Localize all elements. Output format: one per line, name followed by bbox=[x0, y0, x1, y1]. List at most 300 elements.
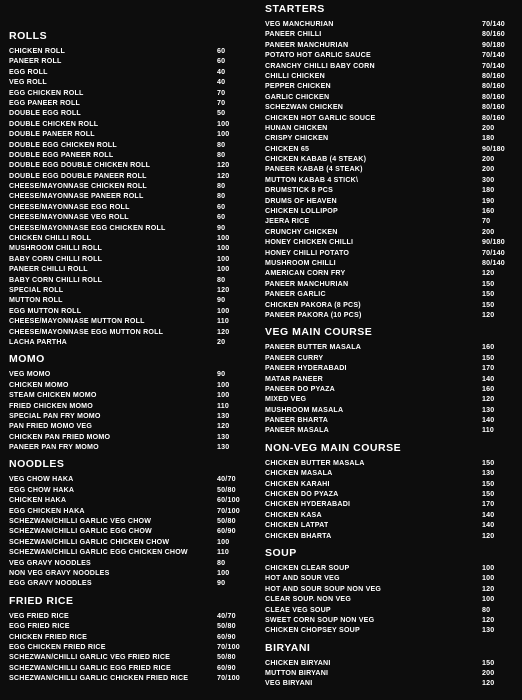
item-name: MUSHROOM CHILLI ROLL bbox=[9, 244, 103, 253]
item-name: PANEER GARLIC bbox=[265, 290, 326, 299]
item-name: PANEER BHARTA bbox=[265, 416, 329, 425]
item-price: 50/80 bbox=[217, 622, 236, 631]
item-name: CHICKEN HOT GARLIC SOUCE bbox=[265, 113, 376, 122]
menu-item bbox=[265, 81, 515, 91]
menu-item bbox=[265, 50, 515, 60]
item-price: 160 bbox=[482, 207, 495, 216]
menu-item bbox=[9, 485, 249, 495]
item-price: 90/180 bbox=[482, 144, 505, 153]
item-price: 80 bbox=[217, 275, 226, 284]
item-price: 200 bbox=[482, 669, 495, 678]
item-price: 80/160 bbox=[482, 71, 505, 80]
item-price: 130 bbox=[217, 411, 230, 420]
item-name: CHICKEN 65 bbox=[265, 144, 310, 153]
item-price: 80 bbox=[217, 182, 226, 191]
section-heading: FRIED RICE bbox=[9, 594, 74, 607]
item-name: CHEESE/MAYONNASE EGG CHICKEN ROLL bbox=[9, 223, 166, 232]
menu-item bbox=[9, 140, 249, 150]
item-price: 80/160 bbox=[482, 113, 505, 122]
menu-item bbox=[9, 526, 249, 536]
item-price: 100 bbox=[482, 563, 495, 572]
item-name: CHICKEN HAKA bbox=[9, 496, 67, 505]
item-name: DOUBLE PANEER ROLL bbox=[9, 130, 95, 139]
item-name: HOT AND SOUR SOUP NON VEG bbox=[265, 584, 382, 593]
menu-item bbox=[265, 123, 515, 133]
menu-item bbox=[265, 489, 515, 499]
menu-section-rolls bbox=[9, 29, 249, 347]
menu-item bbox=[9, 442, 249, 452]
item-name: VEG CHOW HAKA bbox=[9, 475, 74, 484]
item-name: CHICKEN BHARTA bbox=[265, 531, 332, 540]
menu-item bbox=[265, 133, 515, 143]
menu-item bbox=[9, 337, 249, 347]
item-price: 150 bbox=[482, 479, 495, 488]
item-price: 70 bbox=[482, 217, 491, 226]
menu-item bbox=[9, 223, 249, 233]
menu-item bbox=[265, 531, 515, 541]
item-name: SCHEZWAN/CHILLI GARLIC EGG CHOW bbox=[9, 527, 152, 536]
item-name: BABY CORN CHILLI ROLL bbox=[9, 275, 103, 284]
item-name: HOT AND SOUR VEG bbox=[265, 574, 340, 583]
item-name: PANEER MANCHURIAN bbox=[265, 279, 349, 288]
menu-item bbox=[265, 227, 515, 237]
item-price: 150 bbox=[482, 279, 495, 288]
item-name: PANEER HYDERABADI bbox=[265, 364, 347, 373]
menu-column-left bbox=[9, 29, 249, 683]
menu-item bbox=[9, 88, 249, 98]
item-name: SPECIAL PAN FRY MOMO bbox=[9, 411, 101, 420]
menu-item bbox=[9, 306, 249, 316]
menu-item bbox=[9, 160, 249, 170]
item-price: 50/80 bbox=[217, 653, 236, 662]
menu-section-noodles bbox=[9, 457, 249, 588]
item-name: SCHEZWAN CHICKEN bbox=[265, 103, 344, 112]
item-name: SPECIAL ROLL bbox=[9, 285, 64, 294]
menu-item bbox=[265, 144, 515, 154]
item-price: 120 bbox=[217, 161, 230, 170]
item-name: CHICKEN HYDERABADI bbox=[265, 500, 351, 509]
item-price: 200 bbox=[482, 165, 495, 174]
item-name: DOUBLE EGG DOUBLE CHICKEN ROLL bbox=[9, 161, 151, 170]
menu-item bbox=[9, 537, 249, 547]
item-price: 70/100 bbox=[217, 642, 240, 651]
menu-item bbox=[9, 233, 249, 243]
item-price: 100 bbox=[217, 306, 230, 315]
menu-item bbox=[9, 119, 249, 129]
item-name: EGG GRAVY NOODLES bbox=[9, 579, 92, 588]
item-name: PANEER MANCHURIAN bbox=[265, 40, 349, 49]
item-name: DOUBLE EGG ROLL bbox=[9, 109, 81, 118]
item-price: 160 bbox=[482, 343, 495, 352]
menu-item bbox=[9, 632, 249, 642]
item-name: DOUBLE EGG DOUBLE PANEER ROLL bbox=[9, 171, 147, 180]
item-price: 100 bbox=[482, 574, 495, 583]
item-name: PANEER MASALA bbox=[265, 426, 329, 435]
item-price: 100 bbox=[217, 244, 230, 253]
item-price: 40/70 bbox=[217, 475, 236, 484]
item-price: 110 bbox=[482, 426, 495, 435]
section-heading: NOODLES bbox=[9, 458, 65, 471]
item-name: CHICKEN PAKORA (8 PCS) bbox=[265, 300, 361, 309]
menu-item bbox=[9, 171, 249, 181]
item-name: EGG CHOW HAKA bbox=[9, 485, 75, 494]
item-name: JEERA RICE bbox=[265, 217, 310, 226]
item-price: 130 bbox=[482, 469, 495, 478]
item-price: 120 bbox=[482, 531, 495, 540]
section-heading: ROLLS bbox=[9, 30, 48, 42]
item-name: CHICKEN DO PYAZA bbox=[265, 490, 339, 499]
item-name: CHICKEN KARAHI bbox=[265, 479, 330, 488]
item-price: 110 bbox=[217, 548, 230, 557]
section-heading: VEG MAIN COURSE bbox=[265, 326, 373, 339]
menu-section-fried-rice bbox=[9, 594, 249, 684]
item-price: 130 bbox=[482, 405, 495, 414]
menu-item bbox=[9, 369, 249, 379]
item-price: 60/90 bbox=[217, 527, 236, 536]
menu-item bbox=[265, 625, 515, 635]
item-price: 120 bbox=[482, 615, 495, 624]
item-price: 20 bbox=[217, 337, 226, 346]
item-name: HONEY CHICKEN CHILLI bbox=[265, 238, 354, 247]
item-price: 70/140 bbox=[482, 51, 505, 60]
item-name: SCHEZWAN/CHILLI GARLIC VEG FRIED RICE bbox=[9, 653, 171, 662]
menu-item bbox=[265, 102, 515, 112]
menu-item bbox=[9, 411, 249, 421]
item-price: 130 bbox=[482, 626, 495, 635]
section-heading: MOMO bbox=[9, 353, 45, 366]
item-price: 60/90 bbox=[217, 632, 236, 641]
item-name: PANEER CURRY bbox=[265, 353, 324, 362]
item-price: 90 bbox=[217, 370, 226, 379]
menu-item bbox=[9, 558, 249, 568]
menu-item bbox=[265, 374, 515, 384]
item-price: 90/180 bbox=[482, 238, 505, 247]
menu-item bbox=[265, 468, 515, 478]
menu-item bbox=[9, 611, 249, 621]
item-price: 70/100 bbox=[217, 674, 240, 683]
item-name: AMERICAN CORN FRY bbox=[265, 269, 346, 278]
menu-item bbox=[265, 258, 515, 268]
item-price: 120 bbox=[217, 285, 230, 294]
item-name: DRUMSTICK 8 PCS bbox=[265, 186, 334, 195]
item-price: 300 bbox=[482, 175, 495, 184]
menu-item bbox=[9, 98, 249, 108]
item-price: 100 bbox=[482, 595, 495, 604]
item-price: 200 bbox=[482, 123, 495, 132]
item-price: 120 bbox=[482, 310, 495, 319]
item-name: CHICKEN BUTTER MASALA bbox=[265, 458, 365, 467]
item-name: VEG ROLL bbox=[9, 78, 47, 87]
item-price: 70/140 bbox=[482, 61, 505, 70]
item-name: CHICKEN LOLLIPOP bbox=[265, 207, 338, 216]
menu-item bbox=[265, 61, 515, 71]
item-name: EGG CHICKEN ROLL bbox=[9, 88, 84, 97]
item-name: CHEESE/MAYONNASE EGG MUTTON ROLL bbox=[9, 327, 164, 336]
menu-item bbox=[9, 568, 249, 578]
menu-item bbox=[265, 216, 515, 226]
menu-item bbox=[9, 191, 249, 201]
item-price: 100 bbox=[217, 391, 230, 400]
item-price: 80/160 bbox=[482, 30, 505, 39]
item-name: PANEER BUTTER MASALA bbox=[265, 343, 362, 352]
item-name: PANEER CHILLI ROLL bbox=[9, 265, 88, 274]
item-name: CLEAE VEG SOUP bbox=[265, 605, 331, 614]
item-name: SCHEZWAN/CHILLI GARLIC EGG CHICKEN CHOW bbox=[9, 548, 188, 557]
item-name: CHEESE/MAYONNASE VEG ROLL bbox=[9, 213, 129, 222]
item-price: 100 bbox=[217, 130, 230, 139]
item-price: 40 bbox=[217, 67, 226, 76]
menu-item bbox=[9, 474, 249, 484]
item-name: CHICKEN MASALA bbox=[265, 469, 333, 478]
item-price: 100 bbox=[217, 568, 230, 577]
item-price: 120 bbox=[217, 422, 230, 431]
item-price: 180 bbox=[482, 186, 495, 195]
menu-item bbox=[265, 248, 515, 258]
item-price: 120 bbox=[482, 395, 495, 404]
item-price: 200 bbox=[482, 227, 495, 236]
menu-item bbox=[9, 495, 249, 505]
item-name: CHICKEN LATPAT bbox=[265, 521, 329, 530]
menu-item bbox=[9, 212, 249, 222]
item-name: MATAR PANEER bbox=[265, 374, 323, 383]
menu-item bbox=[265, 92, 515, 102]
item-name: MUSHROOM MASALA bbox=[265, 405, 344, 414]
item-name: MUTTON ROLL bbox=[9, 296, 63, 305]
item-price: 180 bbox=[482, 134, 495, 143]
menu-item bbox=[265, 268, 515, 278]
menu-item bbox=[9, 578, 249, 588]
item-price: 50 bbox=[217, 109, 226, 118]
item-name: CHEESE/MAYONNASE MUTTON ROLL bbox=[9, 317, 145, 326]
menu-item bbox=[265, 113, 515, 123]
menu-item bbox=[265, 342, 515, 352]
item-price: 40/70 bbox=[217, 611, 236, 620]
item-name: SCHEZWAN/CHILLI GARLIC EGG FRIED RICE bbox=[9, 663, 171, 672]
item-price: 120 bbox=[482, 584, 495, 593]
item-name: STEAM CHICKEN MOMO bbox=[9, 391, 97, 400]
item-name: DOUBLE EGG PANEER ROLL bbox=[9, 150, 114, 159]
item-name: BABY CORN CHILLI ROLL bbox=[9, 254, 103, 263]
item-name: VEG GRAVY NOODLES bbox=[9, 558, 91, 567]
item-name: POTATO HOT GARLIC SAUCE bbox=[265, 51, 371, 60]
item-price: 150 bbox=[482, 458, 495, 467]
item-name: MUSHROOM CHILLI bbox=[265, 258, 336, 267]
menu-item bbox=[265, 175, 515, 185]
menu-section-soup bbox=[265, 546, 515, 636]
item-name: SWEET CORN SOUP NON VEG bbox=[265, 615, 375, 624]
menu-item bbox=[265, 499, 515, 509]
item-name: CHICKEN FRIED RICE bbox=[9, 632, 88, 641]
menu-item bbox=[265, 310, 515, 320]
item-name: MUTTON KABAB 4 STICK\ bbox=[265, 175, 359, 184]
menu-item bbox=[9, 202, 249, 212]
menu-item bbox=[9, 108, 249, 118]
item-name: CHICKEN KABAB (4 STEAK) bbox=[265, 155, 367, 164]
menu-item bbox=[265, 29, 515, 39]
menu-item bbox=[265, 164, 515, 174]
item-price: 110 bbox=[217, 401, 230, 410]
menu-section-non-veg-main-course bbox=[265, 441, 515, 541]
item-price: 130 bbox=[217, 432, 230, 441]
menu-item bbox=[265, 615, 515, 625]
item-name: PANEER ROLL bbox=[9, 57, 62, 66]
item-price: 150 bbox=[482, 290, 495, 299]
item-price: 150 bbox=[482, 353, 495, 362]
menu-item bbox=[9, 46, 249, 56]
menu-item bbox=[265, 19, 515, 29]
item-price: 120 bbox=[217, 171, 230, 180]
menu-item bbox=[9, 56, 249, 66]
item-name: CRUNCHY CHICKEN bbox=[265, 227, 338, 236]
item-price: 60/100 bbox=[217, 496, 240, 505]
item-price: 40 bbox=[217, 78, 226, 87]
menu-item bbox=[265, 154, 515, 164]
menu-item bbox=[9, 663, 249, 673]
item-name: CRISPY CHICKEN bbox=[265, 134, 329, 143]
item-price: 80 bbox=[482, 605, 491, 614]
item-price: 140 bbox=[482, 416, 495, 425]
item-name: CHICKEN BIRYANI bbox=[265, 658, 331, 667]
item-price: 110 bbox=[217, 317, 230, 326]
item-name: SCHEZWAN/CHILLI GARLIC CHICKEN CHOW bbox=[9, 537, 170, 546]
menu-item bbox=[9, 150, 249, 160]
menu-item bbox=[265, 185, 515, 195]
item-price: 120 bbox=[217, 327, 230, 336]
menu-item bbox=[9, 401, 249, 411]
menu-item bbox=[9, 390, 249, 400]
item-price: 100 bbox=[217, 254, 230, 263]
item-price: 90 bbox=[217, 579, 226, 588]
section-heading: STARTERS bbox=[265, 3, 325, 15]
menu-item bbox=[265, 510, 515, 520]
menu-item bbox=[9, 254, 249, 264]
menu-item bbox=[9, 243, 249, 253]
item-price: 200 bbox=[482, 155, 495, 164]
item-name: PAN FRIED MOMO VEG bbox=[9, 422, 93, 431]
menu-item bbox=[265, 520, 515, 530]
menu-item bbox=[265, 563, 515, 573]
section-heading: SOUP bbox=[265, 546, 297, 559]
menu-item bbox=[9, 275, 249, 285]
menu-item bbox=[265, 594, 515, 604]
item-price: 100 bbox=[217, 265, 230, 274]
item-price: 100 bbox=[217, 234, 230, 243]
item-name: FRIED CHICKEN MOMO bbox=[9, 401, 93, 410]
section-heading: NON-VEG MAIN COURSE bbox=[265, 441, 402, 454]
item-name: LACHA PARTHA bbox=[9, 337, 67, 346]
item-price: 170 bbox=[482, 364, 495, 373]
item-name: VEG MANCHURIAN bbox=[265, 20, 334, 28]
menu-item bbox=[265, 384, 515, 394]
item-name: NON VEG GRAVY NOODLES bbox=[9, 568, 110, 577]
section-heading: BIRYANI bbox=[265, 641, 311, 654]
item-name: DOUBLE CHICKEN ROLL bbox=[9, 119, 99, 128]
menu-item bbox=[265, 605, 515, 615]
item-price: 150 bbox=[482, 300, 495, 309]
item-name: EGG CHICKEN FRIED RICE bbox=[9, 642, 106, 651]
item-name: SCHEZWAN/CHILLI GARLIC CHICKEN FRIED RICE bbox=[9, 674, 189, 683]
item-name: CHEESE/MAYONNASE EGG ROLL bbox=[9, 202, 130, 211]
item-price: 50/80 bbox=[217, 485, 236, 494]
item-name: PEPPER CHICKEN bbox=[265, 82, 331, 91]
item-price: 170 bbox=[482, 500, 495, 509]
item-price: 80/160 bbox=[482, 82, 505, 91]
item-price: 60/90 bbox=[217, 663, 236, 672]
menu-item bbox=[265, 279, 515, 289]
item-name: PANEER PAKORA (10 PCS) bbox=[265, 310, 362, 319]
item-price: 140 bbox=[482, 510, 495, 519]
item-name: CHICKEN CHOPSEY SOUP bbox=[265, 626, 360, 635]
menu-item bbox=[265, 237, 515, 247]
menu-item bbox=[9, 516, 249, 526]
item-price: 140 bbox=[482, 374, 495, 383]
item-name: EGG ROLL bbox=[9, 67, 48, 76]
menu-item bbox=[265, 394, 515, 404]
menu-item bbox=[9, 621, 249, 631]
menu-item bbox=[9, 295, 249, 305]
menu-item bbox=[265, 668, 515, 678]
menu-item bbox=[9, 652, 249, 662]
menu-item bbox=[265, 458, 515, 468]
item-name: CHILLI CHICKEN bbox=[265, 71, 325, 80]
menu-item bbox=[265, 363, 515, 373]
menu-section-veg-main-course bbox=[265, 325, 515, 436]
menu-item bbox=[9, 129, 249, 139]
item-price: 90/180 bbox=[482, 40, 505, 49]
item-name: DRUMS OF HEAVEN bbox=[265, 196, 337, 205]
menu-column-right bbox=[265, 2, 515, 689]
menu-item bbox=[9, 506, 249, 516]
item-name: VEG FRIED RICE bbox=[9, 611, 69, 620]
item-price: 70 bbox=[217, 88, 226, 97]
menu-item bbox=[265, 71, 515, 81]
item-price: 50/80 bbox=[217, 517, 236, 526]
item-name: CHICKEN PAN FRIED MOMO bbox=[9, 432, 111, 441]
item-name: EGG FRIED RICE bbox=[9, 622, 70, 631]
item-price: 150 bbox=[482, 658, 495, 667]
item-name: CHICKEN KASA bbox=[265, 510, 322, 519]
item-price: 140 bbox=[482, 521, 495, 530]
menu-item bbox=[265, 678, 515, 688]
menu-section-biryani bbox=[265, 641, 515, 689]
item-name: HUNAN CHICKEN bbox=[265, 123, 328, 132]
item-price: 80 bbox=[217, 150, 226, 159]
item-price: 90 bbox=[217, 223, 226, 232]
item-price: 100 bbox=[217, 537, 230, 546]
item-name: EGG MUTTON ROLL bbox=[9, 306, 82, 315]
item-price: 70/100 bbox=[217, 506, 240, 515]
item-name: CHEESE/MAYONNASE PANEER ROLL bbox=[9, 192, 144, 201]
menu-item bbox=[9, 642, 249, 652]
item-price: 100 bbox=[217, 119, 230, 128]
item-name: MIXED VEG bbox=[265, 395, 307, 404]
menu-section-starters bbox=[265, 2, 515, 320]
menu-item bbox=[265, 289, 515, 299]
menu-item bbox=[265, 40, 515, 50]
item-price: 160 bbox=[482, 384, 495, 393]
item-price: 70/140 bbox=[482, 20, 505, 28]
item-price: 60 bbox=[217, 57, 226, 66]
item-name: PANEER KABAB (4 STEAK) bbox=[265, 165, 363, 174]
menu-section-momo bbox=[9, 352, 249, 452]
menu-item bbox=[9, 285, 249, 295]
item-price: 80 bbox=[217, 140, 226, 149]
item-price: 70 bbox=[217, 98, 226, 107]
menu-item bbox=[265, 353, 515, 363]
item-price: 80/160 bbox=[482, 103, 505, 112]
item-price: 120 bbox=[482, 269, 495, 278]
item-name: CHICKEN CHILLI ROLL bbox=[9, 234, 92, 243]
